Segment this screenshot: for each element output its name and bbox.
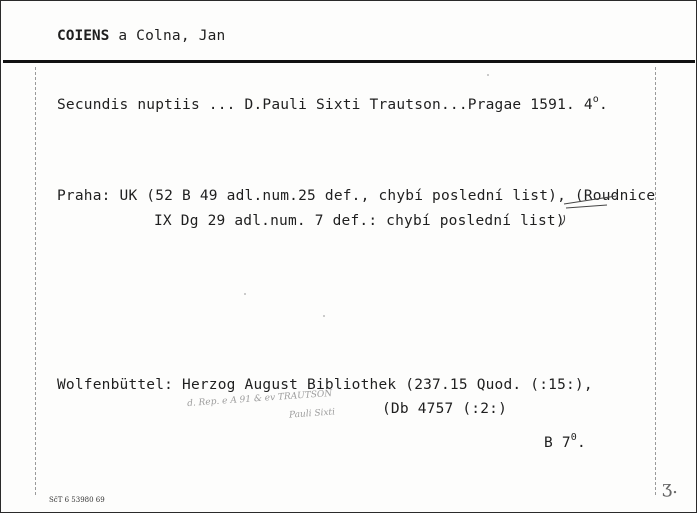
heading-name-lead: COIENS (57, 28, 110, 44)
shelfmark (544, 432, 586, 451)
format-superscript: o (592, 94, 600, 105)
speck (244, 293, 246, 295)
handwritten-note-2: Pauli Sixti (288, 407, 336, 421)
heading-name-rest: a Colna, Jan (109, 28, 226, 44)
holding-wolfenbuttel-line1: Wolfenbüttel: Herzog August Bibliothek (237.15 Quod. (:15:), (57, 377, 593, 393)
holding-praha-line2: IX Dg 29 adl.num. 7 def.: chybí poslední list) (154, 213, 565, 229)
print-code: SčT 6 53980 69 (49, 496, 105, 504)
holding-praha-line1: Praha: UK (52 B 49 adl.num.25 def., chybí poslední list), (Roudnice (57, 188, 656, 204)
entry-period: . (599, 97, 608, 113)
entry-title-text: Secundis nuptiis ... D.Pauli Sixti Trautson...Pragae 1591. 4 (57, 97, 593, 113)
shelfmark-text: B 7 (544, 435, 571, 451)
pen-annotation (1, 1, 697, 514)
holding-wolfenbuttel-line2: (Db 4757 (:2:) (382, 401, 508, 417)
handwritten-note-1: d. Rep. e A 91 & ev TRAUTSON (186, 388, 333, 410)
shelfmark-period: . (577, 435, 586, 451)
corner-mark: ʒ. (662, 477, 678, 498)
speck (323, 315, 325, 317)
shelfmark-superscript: 0 (570, 432, 578, 443)
speck (487, 74, 489, 76)
